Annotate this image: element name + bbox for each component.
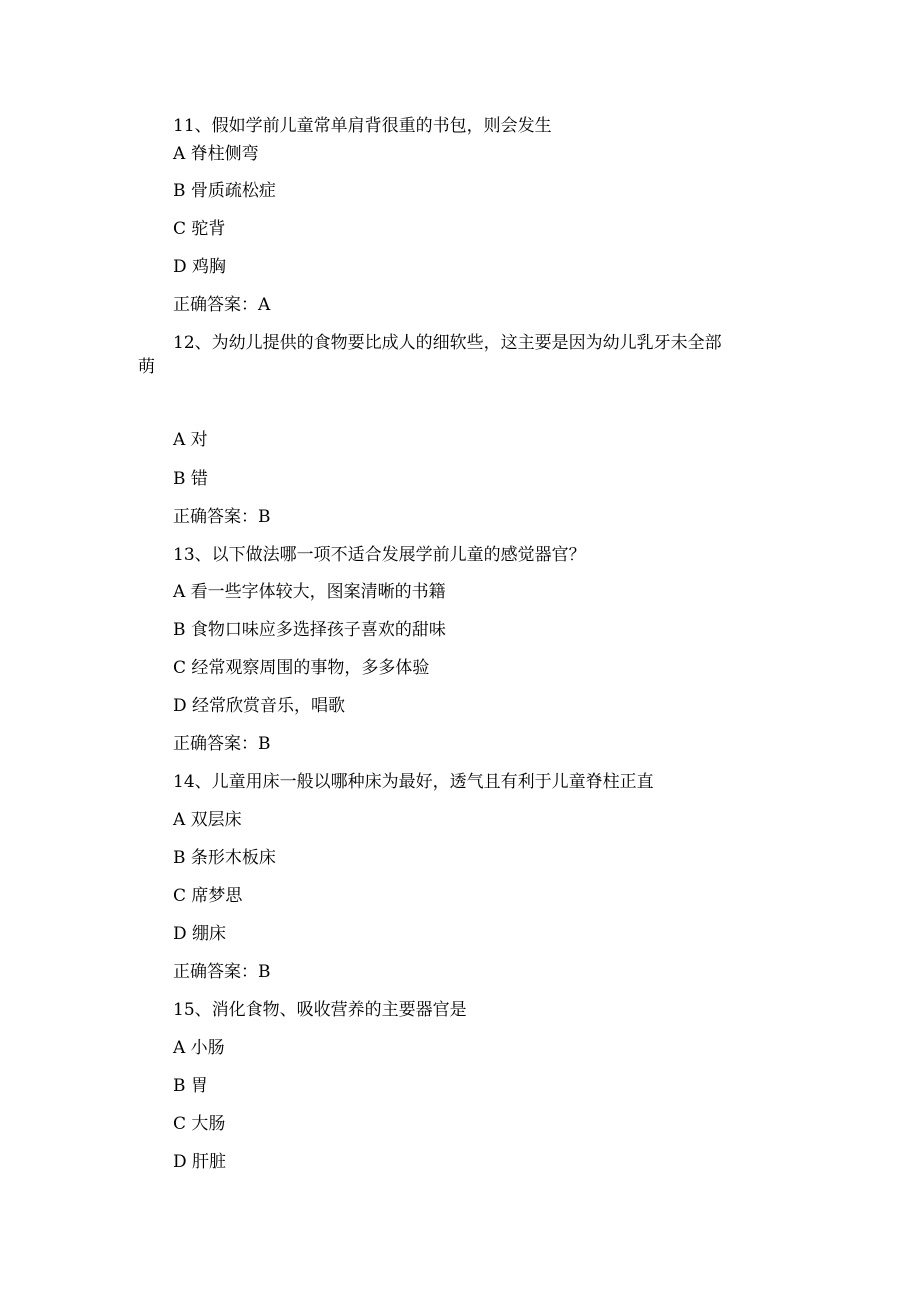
question-13-option-c: C 经常观察周围的事物，多多体验 [173, 658, 430, 678]
question-11-option-a: A 脊柱侧弯 [173, 144, 259, 164]
question-11-option-d: D 鸡胸 [173, 257, 227, 277]
question-13-stem: 13、以下做法哪一项不适合发展学前儿童的感觉器官？ [173, 545, 586, 565]
question-14-option-c: C 席梦思 [173, 886, 243, 906]
question-14-answer: 正确答案：B [173, 962, 271, 982]
question-13-option-b: B 食物口味应多选择孩子喜欢的甜味 [173, 620, 446, 640]
question-11-answer: 正确答案：A [173, 295, 271, 315]
question-14-option-d: D 绷床 [173, 924, 227, 944]
question-13-option-d: D 经常欣赏音乐，唱歌 [173, 696, 346, 716]
question-15-option-b: B 胃 [173, 1076, 208, 1096]
question-15-option-c: C 大肠 [173, 1114, 226, 1134]
question-12-answer: 正确答案：B [173, 507, 271, 527]
question-11-option-c: C 驼背 [173, 219, 226, 239]
question-14-option-a: A 双层床 [173, 810, 242, 830]
question-15-option-a: A 小肠 [173, 1038, 225, 1058]
question-11-option-b: B 骨质疏松症 [173, 181, 276, 201]
question-13-option-a: A 看一些字体较大，图案清晰的书籍 [173, 582, 446, 602]
question-11-stem: 11、假如学前儿童常单肩背很重的书包，则会发生 [173, 116, 552, 136]
question-12-stem: 12、为幼儿提供的食物要比成人的细软些，这主要是因为幼儿乳牙未全部 [173, 333, 722, 353]
question-14-option-b: B 条形木板床 [173, 848, 276, 868]
question-12-option-b: B 错 [173, 469, 208, 489]
question-15-stem: 15、消化食物、吸收营养的主要器官是 [173, 1000, 467, 1020]
question-13-answer: 正确答案：B [173, 734, 271, 754]
question-14-stem: 14、儿童用床一般以哪种床为最好，透气且有利于儿童脊柱正直 [173, 772, 654, 792]
question-12-stem-continued: 萌 [138, 357, 155, 377]
question-15-option-d: D 肝脏 [173, 1152, 227, 1172]
question-12-option-a: A 对 [173, 430, 208, 450]
